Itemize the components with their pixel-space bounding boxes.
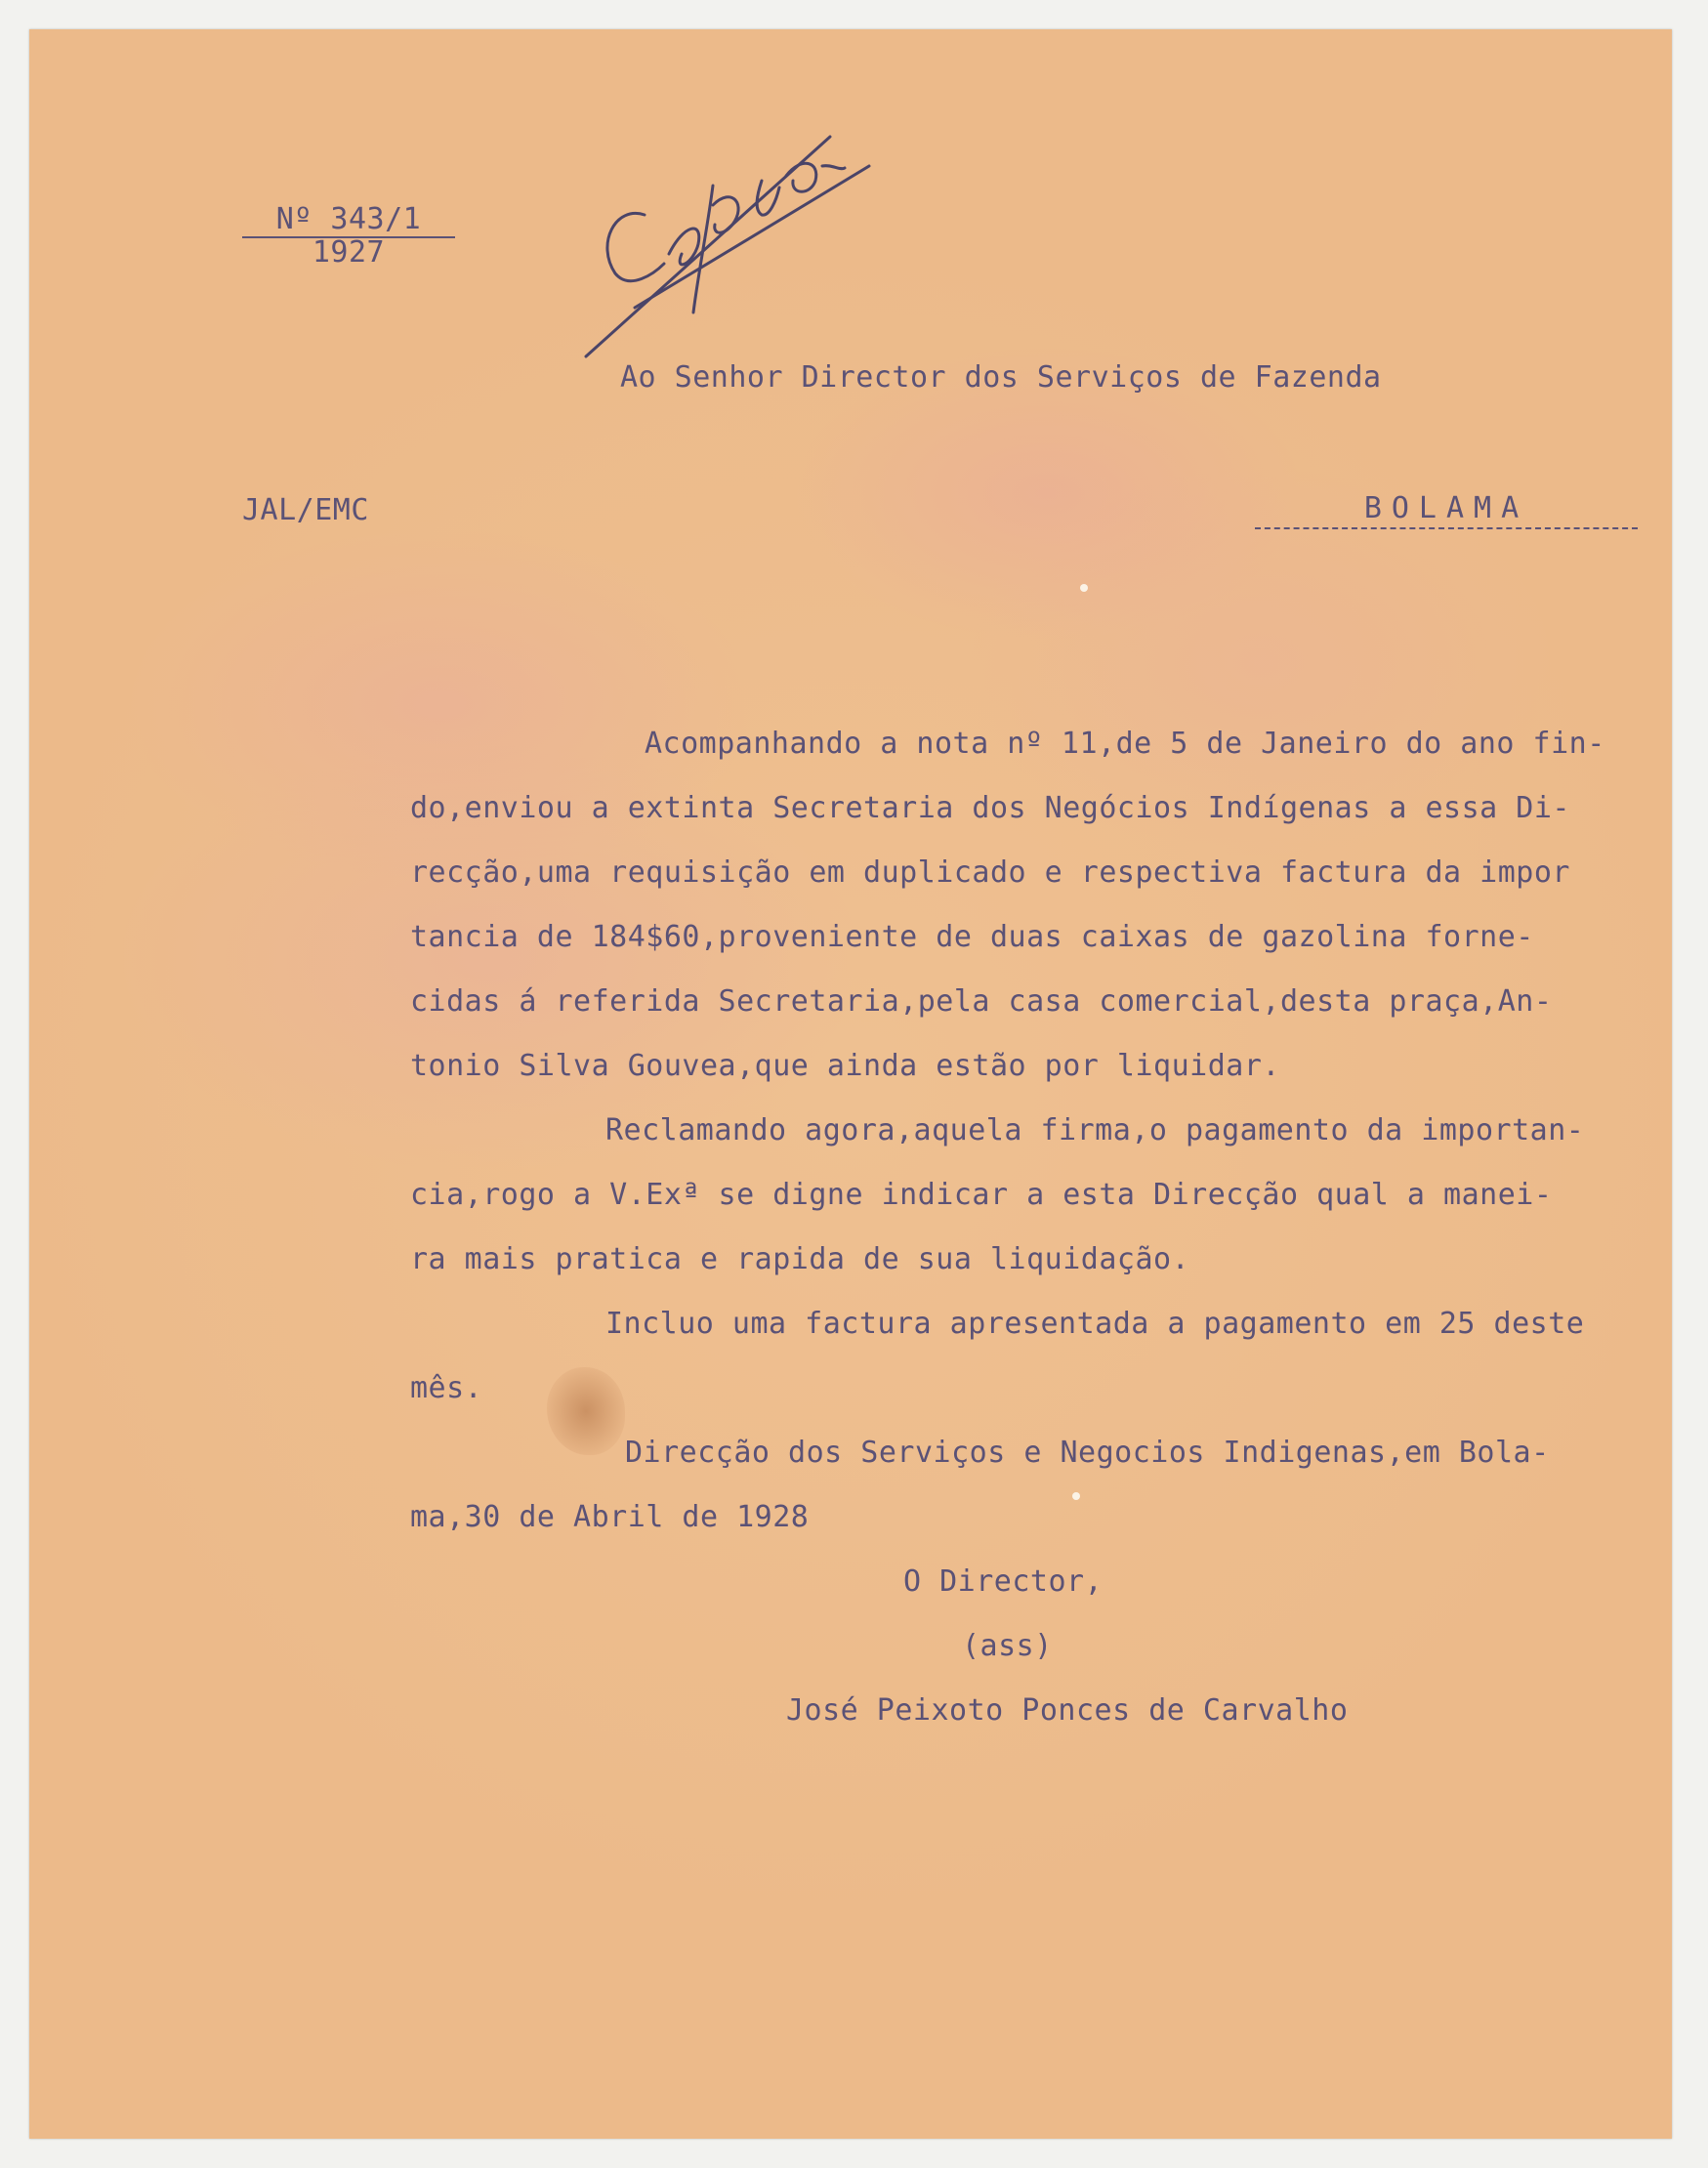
body-line: ra mais pratica e rapida de sua liquidação. <box>410 1242 1190 1276</box>
typist-initials: JAL/EMC <box>242 493 369 527</box>
body-line: Incluo uma factura apresentada a pagamento em 25 deste <box>605 1307 1585 1341</box>
body-line: ma,30 de Abril de 1928 <box>410 1500 810 1534</box>
body-line: Reclamando agora,aquela firma,o pagamento da importan- <box>605 1113 1585 1147</box>
reference-year: 1927 <box>312 235 386 270</box>
body-line: tonio Silva Gouvea,que ainda estão por liquidar. <box>410 1049 1280 1083</box>
body-line: mês. <box>410 1371 483 1405</box>
paper-hole <box>1072 1492 1080 1500</box>
signatory-title: O Director, <box>903 1564 1104 1599</box>
body-line: cia,rogo a V.Exª se digne indicar a esta Direcção qual a manei- <box>410 1178 1553 1212</box>
addressee-line: Ao Senhor Director dos Serviços de Fazenda <box>620 360 1382 395</box>
paper-stain <box>547 1367 625 1455</box>
document-page <box>29 29 1672 2139</box>
handwritten-copia-annotation <box>576 127 928 361</box>
destination-city: BOLAMA <box>1255 492 1638 529</box>
signatory-name: José Peixoto Ponces de Carvalho <box>786 1693 1349 1728</box>
signed-note: (ass) <box>962 1629 1053 1663</box>
paper-hole <box>1080 584 1088 592</box>
body-line: Acompanhando a nota nº 11,de 5 de Janeiro do ano fin- <box>645 727 1605 761</box>
body-line: Direcção dos Serviços e Negocios Indigenas,em Bola- <box>625 1436 1550 1470</box>
body-line: do,enviou a extinta Secretaria dos Negócios Indígenas a essa Di- <box>410 791 1570 825</box>
reference-number: Nº 343/1 <box>242 203 455 238</box>
body-line: recção,uma requisição em duplicado e respectiva factura da impor <box>410 855 1570 890</box>
body-line: tancia de 184$60,proveniente de duas caixas de gazolina forne- <box>410 920 1534 954</box>
body-line: cidas á referida Secretaria,pela casa comercial,desta praça,An- <box>410 984 1553 1019</box>
